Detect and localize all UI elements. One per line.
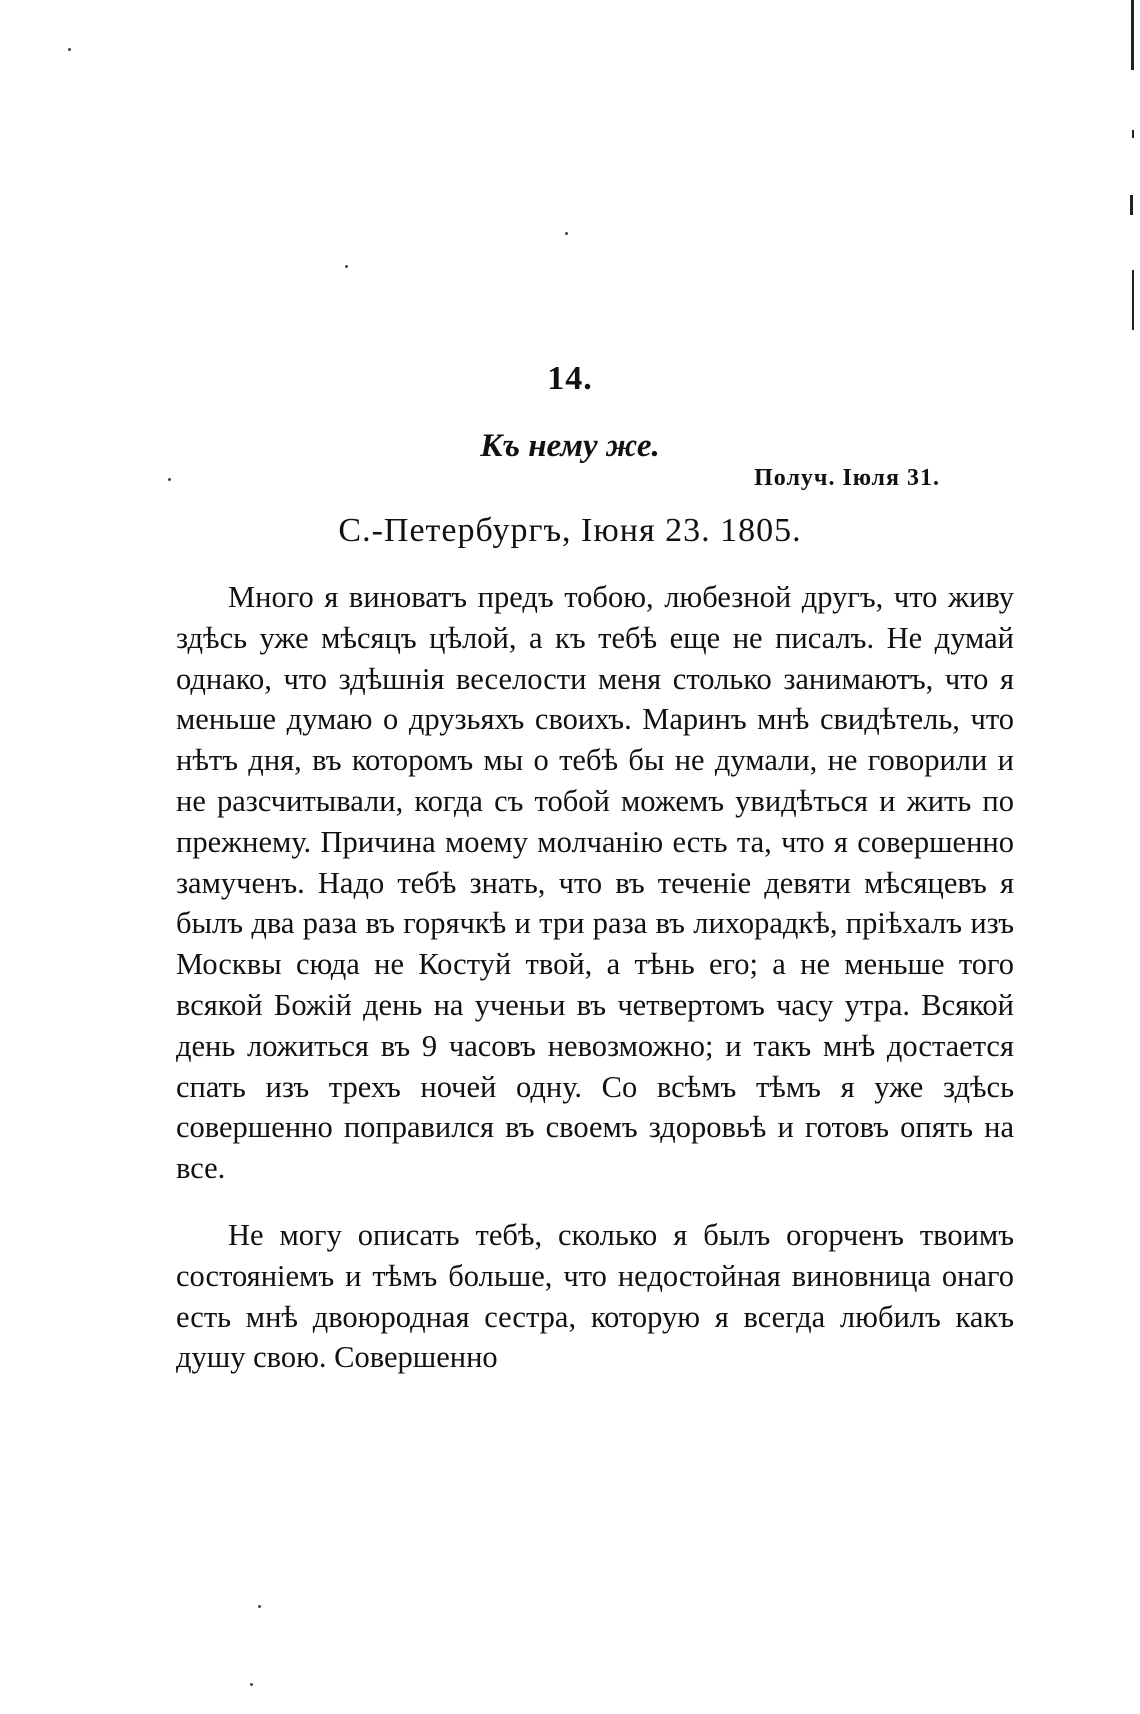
scan-edge-mark bbox=[1131, 0, 1134, 70]
paragraph: Не могу описать тебѣ, сколько я былъ огорченъ твоимъ состояніемъ и тѣмъ больше, что недостойная виновница онаго есть мнѣ двоюродная сестра, которую я всегда любилъ какъ душу свою. Совершенно bbox=[176, 1217, 1014, 1375]
scan-edge-mark bbox=[1132, 130, 1134, 138]
scan-speck bbox=[565, 232, 568, 235]
scan-speck bbox=[68, 48, 71, 51]
scan-speck bbox=[258, 1605, 261, 1608]
letter-body bbox=[176, 577, 1014, 1378]
scan-speck bbox=[168, 478, 171, 481]
scan-edge-mark bbox=[1132, 270, 1134, 330]
letter-addressee: Къ нему же. bbox=[480, 428, 660, 464]
received-date: Получ. Іюля 31. bbox=[754, 465, 940, 491]
scan-speck bbox=[345, 265, 348, 268]
scan-edge-mark bbox=[1130, 195, 1133, 215]
paragraph: Много я виноватъ предъ тобою, любезной другъ, что живу здѣсь уже мѣсяцъ цѣлой, а къ тебѣ еще не писалъ. Не думай однако, что здѣшнія веселости меня столько занимаютъ, что я меньше думаю о друзьяхъ своихъ. Маринъ мнѣ свидѣтель, что нѣтъ дня, въ которомъ мы о тебѣ бы не думали, не говорили и не разсчитывали, когда съ тобой можемъ увидѣться и жить по прежнему. Причина моему молчанію есть та, что я совершенно замученъ. Надо тебѣ знать, что въ теченіе девяти мѣсяцевъ я былъ два раза въ горячкѣ и три раза въ лихорадкѣ, пріѣхалъ изъ Москвы сюда не Костуй твой, а тѣнь его; а не меньше того всякой Божій день на ученьи въ четвертомъ часу утра. Всякой день ложиться въ 9 часовъ невозможно; и такъ мнѣ достается спать изъ трехъ ночей одну. Со всѣмъ тѣмъ я уже здѣсь совершенно поправился въ своемъ здоровьѣ и готовъ опять на все. bbox=[176, 580, 1014, 1186]
place-and-date: С.-Петербургъ, Іюня 23. 1805. bbox=[338, 512, 802, 549]
scan-speck bbox=[250, 1683, 253, 1686]
letter-number: 14. bbox=[547, 360, 593, 397]
